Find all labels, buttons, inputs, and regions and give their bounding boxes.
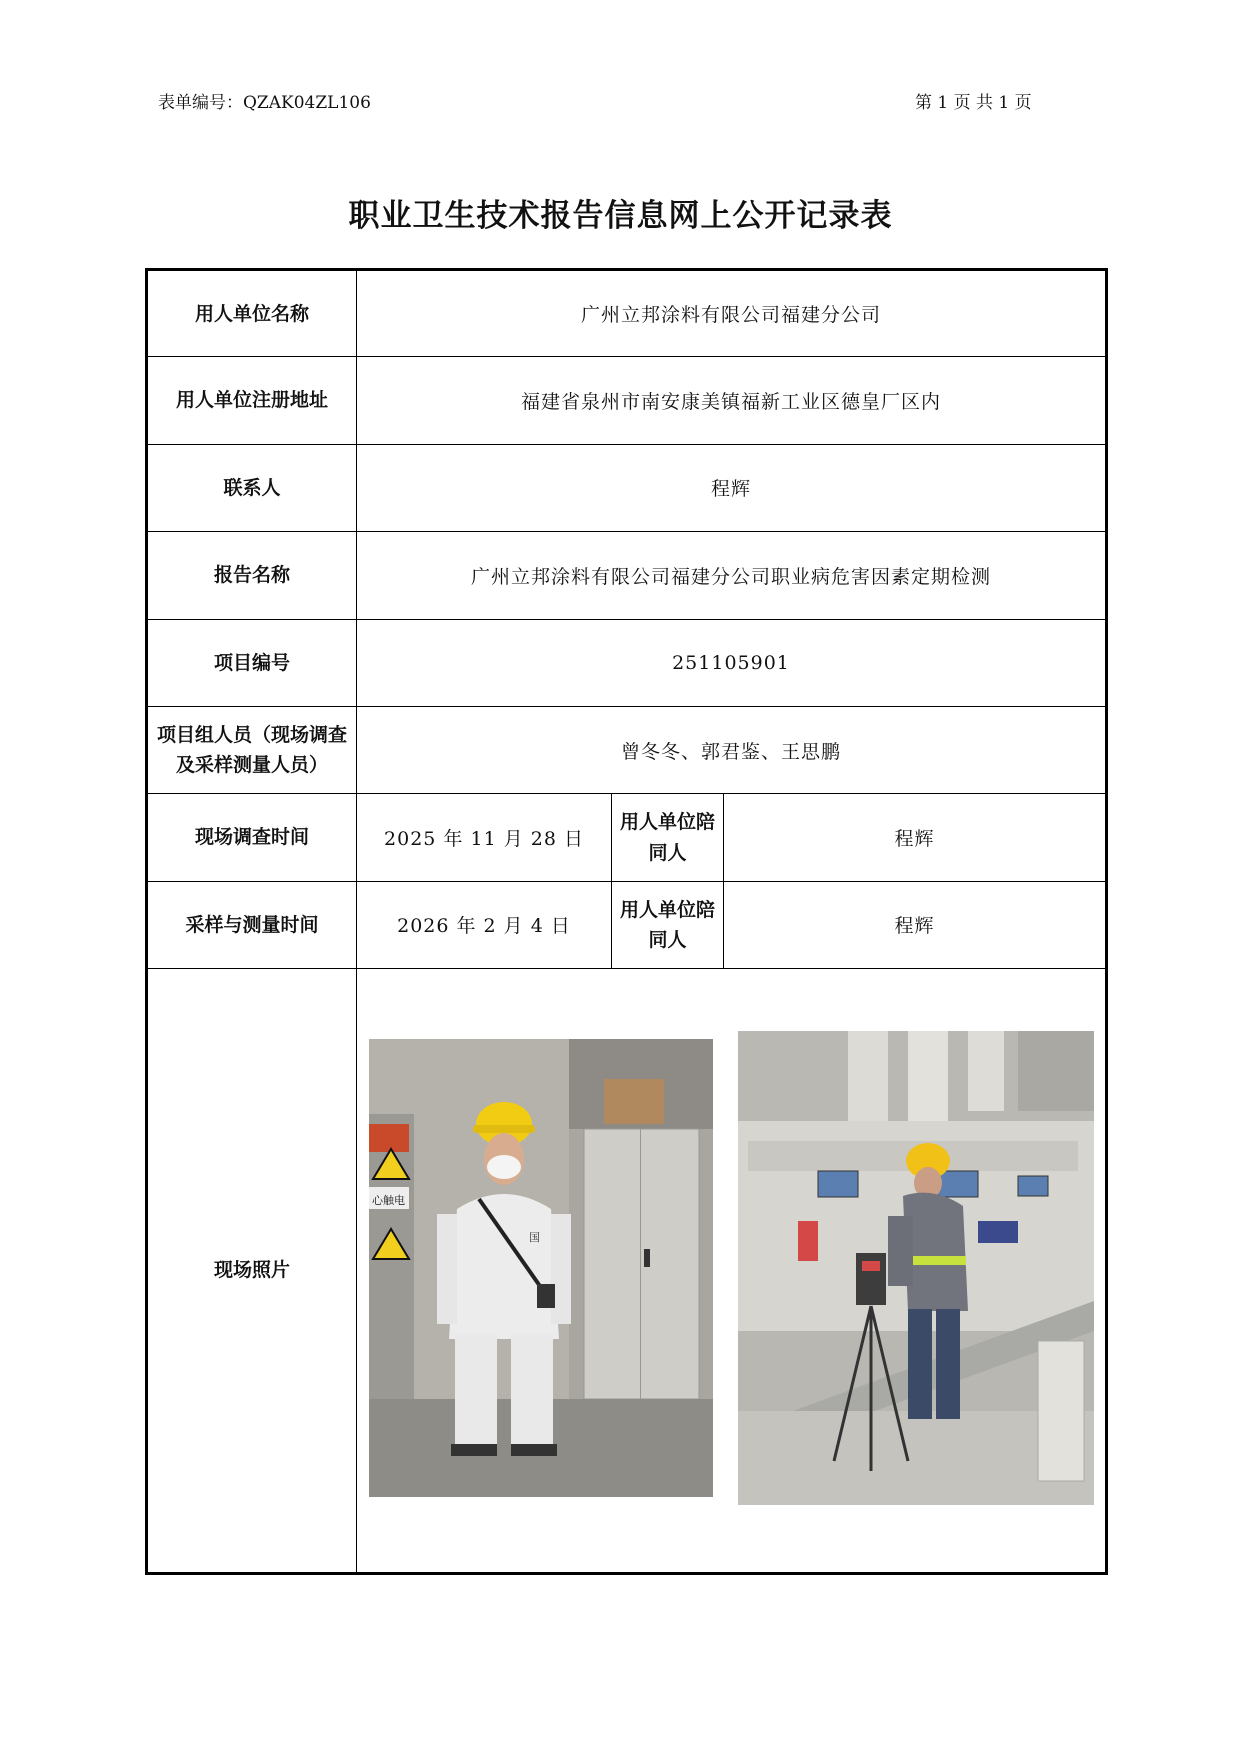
photos-cell	[357, 969, 1107, 1574]
row-contact	[147, 444, 1107, 531]
site-photo-survey	[369, 1039, 713, 1497]
employer-address-value: 福建省泉州市南安康美镇福新工业区德皇厂区内	[357, 357, 1107, 444]
row-project-no	[147, 619, 1107, 706]
survey-companion-value: 程辉	[724, 794, 1107, 881]
row-employer-name	[147, 270, 1107, 357]
report-name-value: 广州立邦涂料有限公司福建分公司职业病危害因素定期检测	[357, 532, 1107, 619]
sampling-time-value: 2026 年 2 月 4 日	[357, 881, 612, 968]
project-no-value: 251105901	[357, 619, 1107, 706]
photos-container	[357, 971, 1105, 1571]
row-photos	[147, 969, 1107, 1574]
contact-value: 程辉	[357, 444, 1107, 531]
warning-sign-text: 心触电	[372, 1193, 405, 1207]
row-sampling-time	[147, 881, 1107, 968]
document-title: 职业卫生技术报告信息网上公开记录表	[348, 198, 893, 234]
employer-name-value: 广州立邦涂料有限公司福建分公司	[357, 270, 1107, 357]
row-survey-time	[147, 794, 1107, 881]
row-report-name	[147, 532, 1107, 619]
survey-time-label: 现场调查时间	[147, 794, 357, 881]
row-team	[147, 706, 1107, 793]
page-indicator: 第 1 页 共 1 页	[915, 93, 1032, 113]
sampling-companion-label: 用人单位陪同人	[612, 881, 724, 968]
form-number: 表单编号：QZAK04ZL106	[158, 93, 371, 113]
survey-time-value: 2025 年 11 月 28 日	[357, 794, 612, 881]
shirt-logo-text: 国	[529, 1230, 540, 1244]
contact-label: 联系人	[147, 444, 357, 531]
report-name-label: 报告名称	[147, 532, 357, 619]
site-photo-sampling-image	[738, 1031, 1094, 1505]
project-no-label: 项目编号	[147, 619, 357, 706]
sampling-companion-value: 程辉	[724, 881, 1107, 968]
site-photo-sampling	[738, 1031, 1094, 1505]
row-employer-address	[147, 357, 1107, 444]
employer-name-label: 用人单位名称	[147, 270, 357, 357]
site-photo-survey-image	[369, 1039, 713, 1497]
employer-address-label: 用人单位注册地址	[147, 357, 357, 444]
record-table	[145, 268, 1108, 1575]
sampling-time-label: 采样与测量时间	[147, 881, 357, 968]
team-label: 项目组人员（现场调查及采样测量人员）	[147, 706, 357, 793]
photos-label: 现场照片	[147, 969, 357, 1574]
survey-companion-label: 用人单位陪同人	[612, 794, 724, 881]
team-value: 曾冬冬、郭君鉴、王思鹏	[357, 706, 1107, 793]
